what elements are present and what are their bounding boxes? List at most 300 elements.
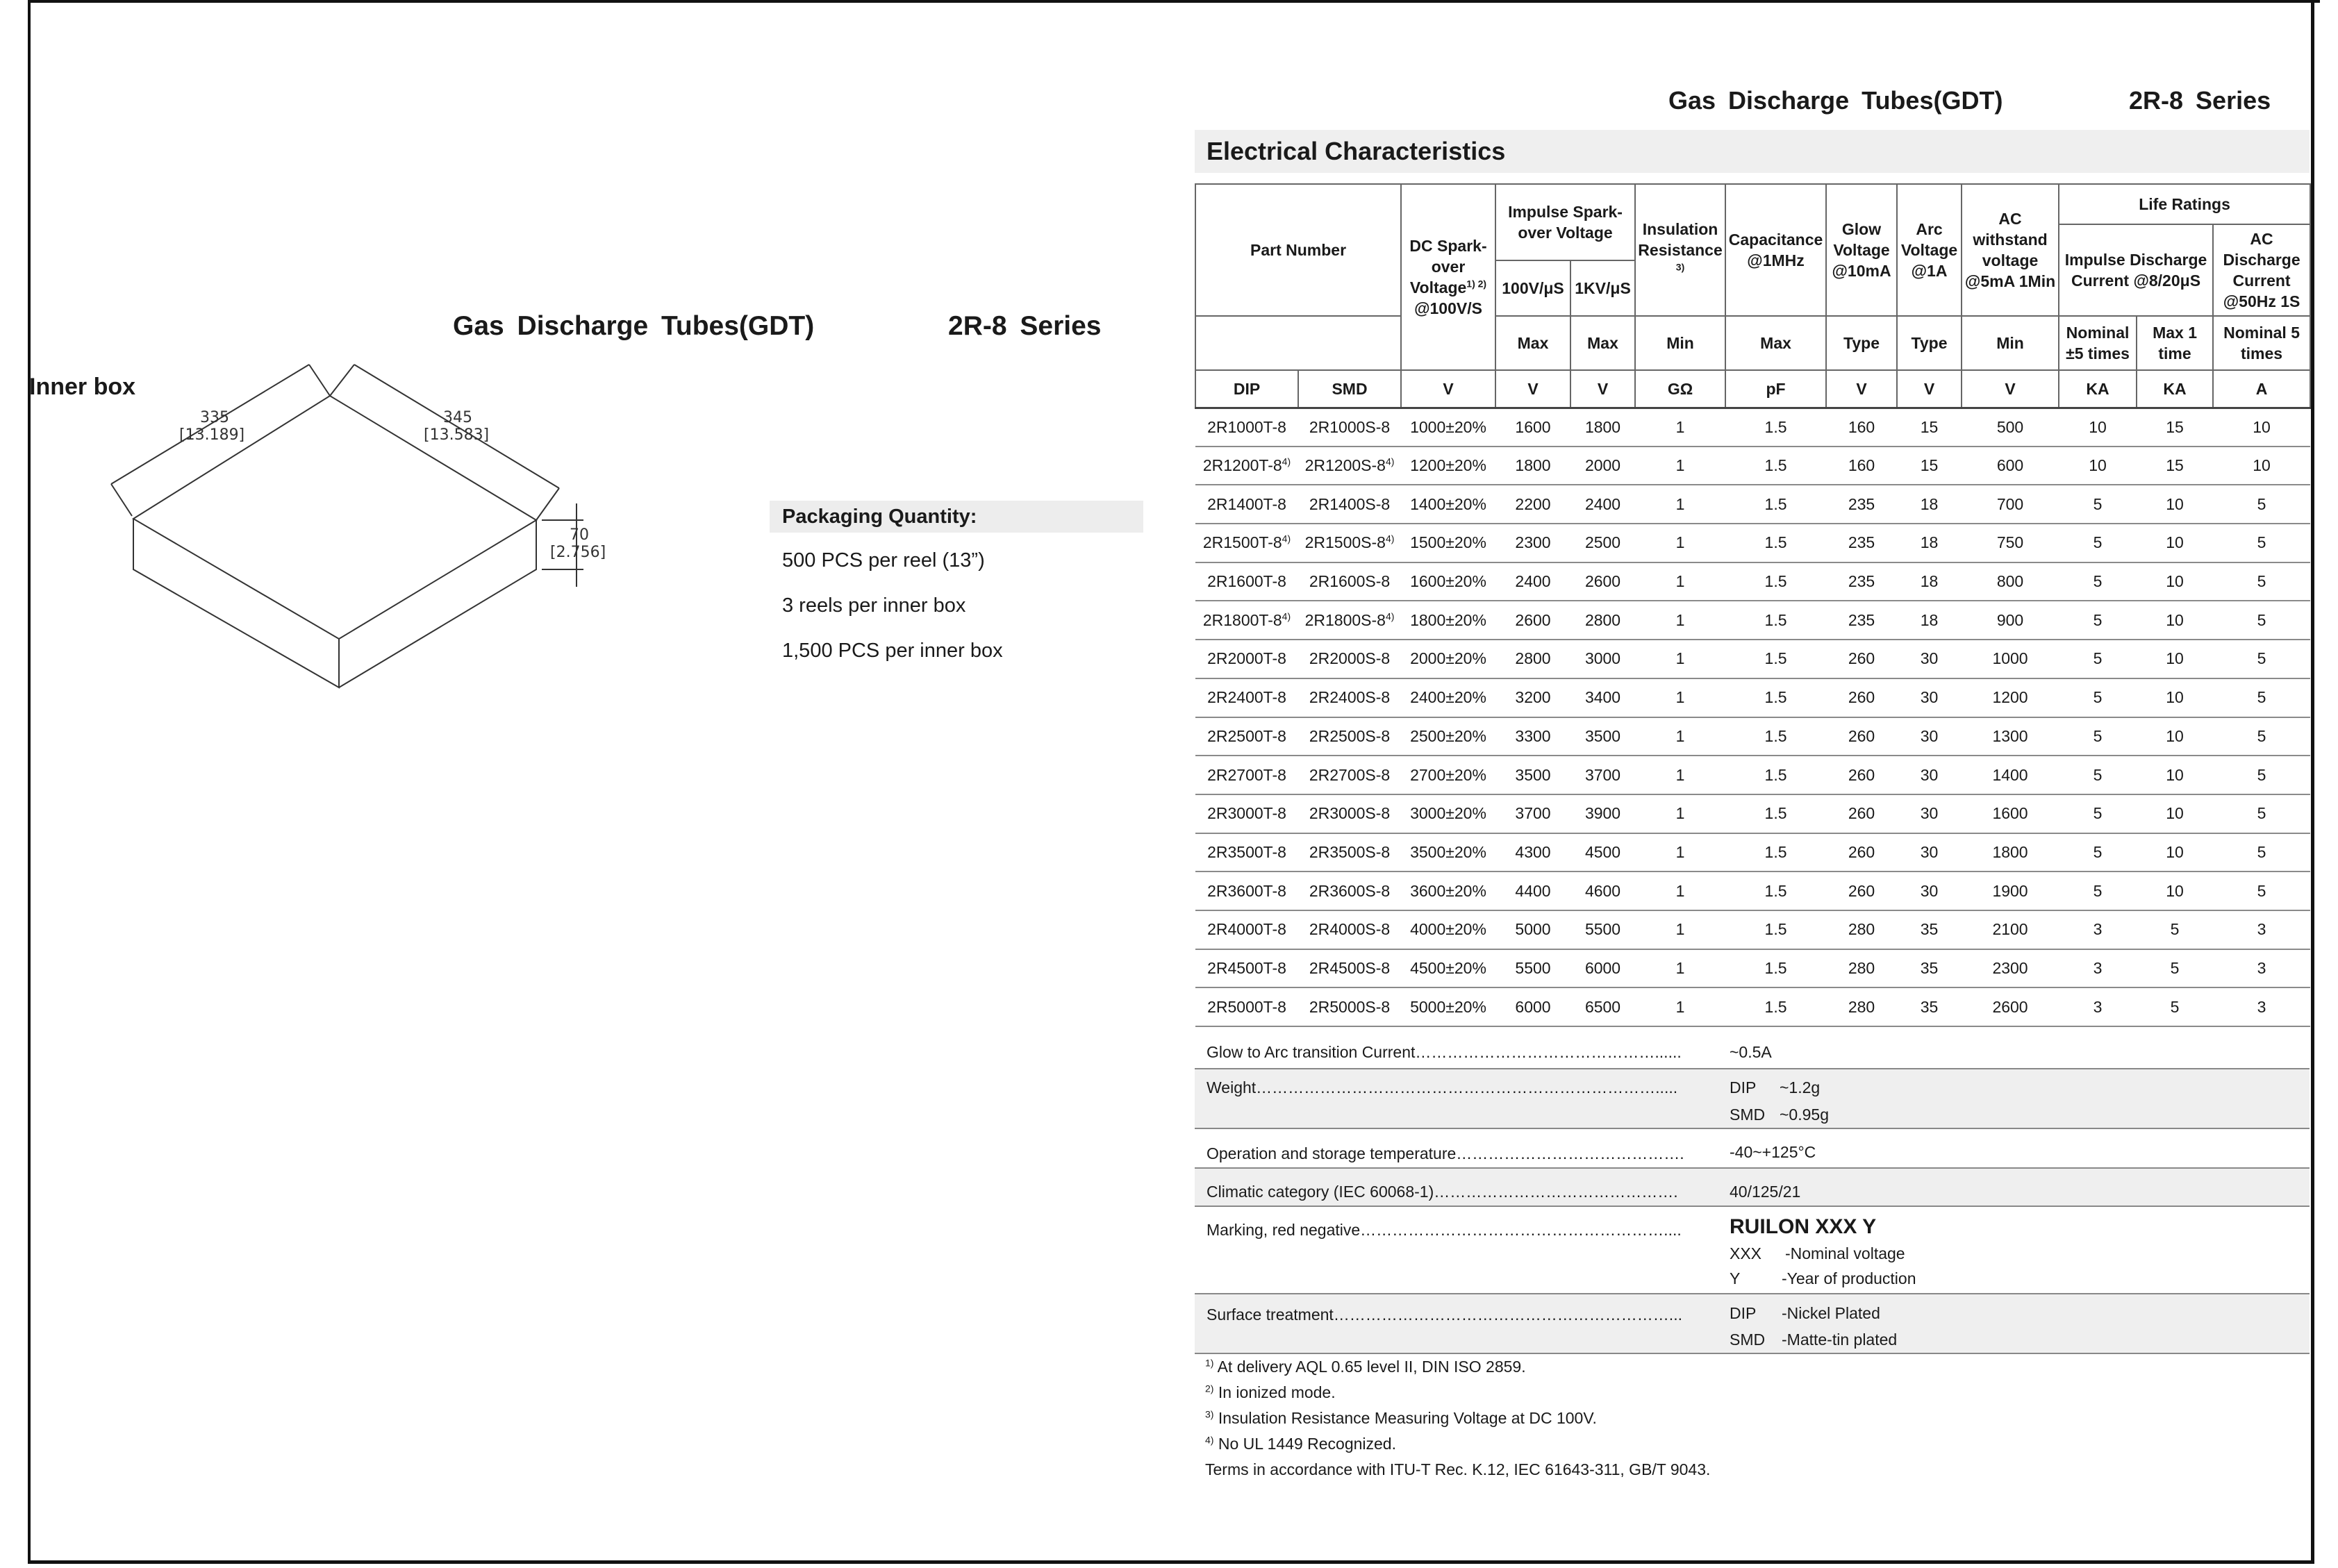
spec-temperature: [1195, 1129, 2310, 1169]
table-cell-dc: 5000±20%: [1401, 987, 1495, 1026]
table-cell-acd: 3: [2213, 987, 2310, 1026]
table-cell-glow: 235: [1826, 562, 1897, 601]
table-cell-v100: 4300: [1495, 833, 1570, 872]
table-row: [1195, 833, 2310, 872]
table-cell-v1k: 3900: [1570, 794, 1635, 833]
table-cell-n5: 3: [2059, 910, 2137, 949]
table-cell-acd: 5: [2213, 833, 2310, 872]
table-cell-ins: 1: [1635, 485, 1725, 524]
table-cell-v100: 2200: [1495, 485, 1570, 524]
table-cell-m1: 10: [2137, 485, 2213, 524]
table-row: [1195, 717, 2310, 756]
header-ac-discharge: AC Discharge Current @50Hz 1S: [2213, 224, 2310, 316]
table-cell-smd: 2R3000S-8: [1298, 794, 1401, 833]
table-cell-cap: 1.5: [1725, 640, 1826, 678]
header-nominal-5: Nominal ±5 times: [2059, 316, 2137, 370]
dim-length-inches: [13.189]: [179, 426, 245, 444]
table-cell-acd: 10: [2213, 408, 2310, 447]
table-cell-acd: 5: [2213, 678, 2310, 717]
table-cell-arc: 35: [1897, 949, 1962, 988]
table-cell-v1k: 1800: [1570, 408, 1635, 447]
table-cell-smd: 2R1200S-8$^{4)}$: [1298, 447, 1401, 485]
table-cell-dip: 2R3600T-8: [1195, 871, 1298, 910]
dim-width-inches: [13.583]: [424, 426, 490, 444]
table-cell-arc: 35: [1897, 987, 1962, 1026]
table-cell-n5: 5: [2059, 640, 2137, 678]
table-cell-acd: 5: [2213, 794, 2310, 833]
table-cell-v1k: 4600: [1570, 871, 1635, 910]
table-cell-acd: 3: [2213, 949, 2310, 988]
table-cell-cap: 1.5: [1725, 601, 1826, 640]
header-impulse-spark-over: Impulse Spark-over Voltage: [1495, 184, 1635, 260]
table-cell-n5: 5: [2059, 562, 2137, 601]
table-cell-dip: 2R1400T-8: [1195, 485, 1298, 524]
table-cell-ins: 1: [1635, 987, 1725, 1026]
header-glow-voltage: Glow Voltage @10mA: [1826, 184, 1897, 316]
table-cell-dc: 1800±20%: [1401, 601, 1495, 640]
table-cell-smd: 2R2400S-8: [1298, 678, 1401, 717]
table-cell-ins: 1: [1635, 601, 1725, 640]
table-cell-acd: 5: [2213, 601, 2310, 640]
table-cell-ac: 750: [1962, 524, 2059, 562]
table-cell-m1: 10: [2137, 717, 2213, 756]
spec-dip-label: DIP: [1730, 1078, 1757, 1096]
table-cell-cap: 1.5: [1725, 408, 1826, 447]
table-cell-dc: 1500±20%: [1401, 524, 1495, 562]
unit-cell: GΩ: [1635, 370, 1725, 408]
footnote: $^{2)}$ In ionized mode.: [1205, 1383, 1336, 1401]
table-cell-ac: 1000: [1962, 640, 2059, 678]
table-cell-m1: 10: [2137, 640, 2213, 678]
table-cell-n5: 5: [2059, 717, 2137, 756]
table-row: [1195, 562, 2310, 601]
left-page-title: Gas Discharge Tubes(GDT): [453, 311, 815, 341]
spec-value: 40/125/21: [1730, 1183, 1801, 1201]
packaging-line: 3 reels per inner box: [782, 594, 966, 617]
table-row: [1195, 910, 2310, 949]
spec-label: Weight………………………………………………………………….....: [1207, 1078, 1678, 1096]
table-cell-glow: 235: [1826, 601, 1897, 640]
table-cell-smd: 2R2000S-8: [1298, 640, 1401, 678]
marking-xxx: XXX: [1730, 1244, 1762, 1262]
table-cell-v1k: 2600: [1570, 562, 1635, 601]
qualifier-cell: Max: [1495, 316, 1570, 370]
spec-label: Glow to Arc transition Current………………………………………......: [1207, 1043, 1682, 1061]
table-cell-cap: 1.5: [1725, 524, 1826, 562]
table-row: [1195, 447, 2310, 485]
table-cell-acd: 10: [2213, 447, 2310, 485]
table-row: [1195, 756, 2310, 794]
spec-smd-label: SMD: [1730, 1106, 1766, 1124]
table-cell-smd: 2R3600S-8: [1298, 871, 1401, 910]
unit-cell: DIP: [1195, 370, 1298, 408]
table-cell-m1: 10: [2137, 562, 2213, 601]
dim-height-label: 70: [570, 526, 589, 544]
table-cell-arc: 15: [1897, 408, 1962, 447]
table-cell-ins: 1: [1635, 949, 1725, 988]
table-cell-arc: 18: [1897, 562, 1962, 601]
table-cell-v100: 2400: [1495, 562, 1570, 601]
table-cell-ac: 900: [1962, 601, 2059, 640]
header-insulation-resistance: Insulation Resistance $^{3)}$: [1635, 184, 1725, 316]
table-cell-dc: 1200±20%: [1401, 447, 1495, 485]
unit-cell: A: [2213, 370, 2310, 408]
unit-cell: V: [1897, 370, 1962, 408]
table-cell-arc: 30: [1897, 640, 1962, 678]
table-cell-v100: 1800: [1495, 447, 1570, 485]
spec-dip-value: ~1.2g: [1780, 1078, 1821, 1096]
table-cell-dc: 1600±20%: [1401, 562, 1495, 601]
table-cell-acd: 5: [2213, 640, 2310, 678]
table-cell-n5: 5: [2059, 833, 2137, 872]
table-cell-ins: 1: [1635, 447, 1725, 485]
table-cell-v100: 4400: [1495, 871, 1570, 910]
table-cell-ac: 600: [1962, 447, 2059, 485]
table-cell-ins: 1: [1635, 871, 1725, 910]
header-impulse-discharge: Impulse Discharge Current @8/20μS: [2059, 224, 2213, 316]
table-cell-ac: 1800: [1962, 833, 2059, 872]
table-cell-cap: 1.5: [1725, 910, 1826, 949]
spec-surface: [1195, 1294, 2310, 1354]
table-cell-glow: 260: [1826, 756, 1897, 794]
table-cell-glow: 260: [1826, 717, 1897, 756]
unit-cell: KA: [2137, 370, 2213, 408]
table-cell-smd: 2R2700S-8: [1298, 756, 1401, 794]
unit-cell: SMD: [1298, 370, 1401, 408]
table-cell-m1: 5: [2137, 987, 2213, 1026]
table-cell-arc: 18: [1897, 601, 1962, 640]
table-cell-dip: 2R2400T-8: [1195, 678, 1298, 717]
table-cell-v1k: 3500: [1570, 717, 1635, 756]
spec-value: -40~+125°C: [1730, 1143, 1816, 1161]
table-cell-m1: 10: [2137, 794, 2213, 833]
table-cell-dc: 3000±20%: [1401, 794, 1495, 833]
table-cell-n5: 5: [2059, 678, 2137, 717]
table-cell-cap: 1.5: [1725, 678, 1826, 717]
table-cell-acd: 5: [2213, 485, 2310, 524]
table-cell-v1k: 3400: [1570, 678, 1635, 717]
spec-dip-label: DIP: [1730, 1304, 1757, 1322]
table-cell-cap: 1.5: [1725, 794, 1826, 833]
table-cell-ins: 1: [1635, 833, 1725, 872]
table-cell-cap: 1.5: [1725, 485, 1826, 524]
table-cell-m1: 5: [2137, 910, 2213, 949]
table-cell-glow: 260: [1826, 640, 1897, 678]
table-cell-ac: 1600: [1962, 794, 2059, 833]
header-imp-1kv: 1KV/μS: [1570, 260, 1635, 316]
table-cell-ac: 1300: [1962, 717, 2059, 756]
spec-smd-value: ~0.95g: [1780, 1106, 1829, 1124]
table-cell-m1: 10: [2137, 871, 2213, 910]
table-cell-glow: 160: [1826, 408, 1897, 447]
dim-length-label: 335: [200, 409, 229, 426]
footnote: Terms in accordance with ITU-T Rec. K.12, IEC 61643-311, GB/T 9043.: [1205, 1460, 1711, 1478]
header-max-1: Max 1 time: [2137, 316, 2213, 370]
table-cell-cap: 1.5: [1725, 756, 1826, 794]
table-cell-cap: 1.5: [1725, 987, 1826, 1026]
table-cell-n5: 10: [2059, 447, 2137, 485]
spec-label: Operation and storage temperature…………………………………….: [1207, 1144, 1684, 1162]
table-cell-dip: 2R5000T-8: [1195, 987, 1298, 1026]
header-nominal-5b: Nominal 5 times: [2213, 316, 2310, 370]
table-cell-v100: 3300: [1495, 717, 1570, 756]
table-cell-acd: 3: [2213, 910, 2310, 949]
table-body: [1195, 408, 2310, 1026]
unit-cell: V: [1570, 370, 1635, 408]
table-cell-dc: 4500±20%: [1401, 949, 1495, 988]
spec-smd-label: SMD: [1730, 1331, 1766, 1349]
table-cell-v1k: 2800: [1570, 601, 1635, 640]
table-cell-v1k: 3000: [1570, 640, 1635, 678]
table-cell-v1k: 3700: [1570, 756, 1635, 794]
table-cell-arc: 30: [1897, 756, 1962, 794]
table-cell-cap: 1.5: [1725, 717, 1826, 756]
table-cell-smd: 2R4000S-8: [1298, 910, 1401, 949]
table-cell-ins: 1: [1635, 794, 1725, 833]
table-cell-acd: 5: [2213, 756, 2310, 794]
table-cell-dip: 2R2700T-8: [1195, 756, 1298, 794]
table-cell-v100: 5500: [1495, 949, 1570, 988]
marking-title: RUILON XXX Y: [1730, 1215, 1877, 1238]
table-cell-arc: 35: [1897, 910, 1962, 949]
section-heading: Electrical Characteristics: [1195, 130, 2310, 173]
unit-cell: V: [1401, 370, 1495, 408]
table-cell-cap: 1.5: [1725, 871, 1826, 910]
table-cell-ac: 700: [1962, 485, 2059, 524]
table-cell-v100: 1600: [1495, 408, 1570, 447]
table-cell-cap: 1.5: [1725, 447, 1826, 485]
spec-weight: [1195, 1069, 2310, 1129]
table-cell-smd: 2R4500S-8: [1298, 949, 1401, 988]
table-row: [1195, 794, 2310, 833]
table-cell-cap: 1.5: [1725, 562, 1826, 601]
table-cell-v1k: 4500: [1570, 833, 1635, 872]
table-cell-glow: 260: [1826, 871, 1897, 910]
table-cell-arc: 18: [1897, 524, 1962, 562]
table-cell-ins: 1: [1635, 910, 1725, 949]
table-cell-smd: 2R5000S-8: [1298, 987, 1401, 1026]
right-page-title: Gas Discharge Tubes(GDT): [1668, 86, 2003, 115]
table-cell-dc: 2000±20%: [1401, 640, 1495, 678]
table-cell-glow: 260: [1826, 678, 1897, 717]
table-cell-glow: 280: [1826, 949, 1897, 988]
table-cell-ac: 500: [1962, 408, 2059, 447]
table-cell-ac: 1900: [1962, 871, 2059, 910]
table-cell-dip: 2R3000T-8: [1195, 794, 1298, 833]
table-cell-acd: 5: [2213, 524, 2310, 562]
table-row: [1195, 485, 2310, 524]
table-row: [1195, 601, 2310, 640]
table-row: [1195, 678, 2310, 717]
table-cell-dc: 3600±20%: [1401, 871, 1495, 910]
table-cell-v1k: 2500: [1570, 524, 1635, 562]
table-cell-acd: 5: [2213, 871, 2310, 910]
table-cell-n5: 3: [2059, 949, 2137, 988]
table-cell-m1: 10: [2137, 601, 2213, 640]
table-cell-dip: 2R2000T-8: [1195, 640, 1298, 678]
table-cell-arc: 30: [1897, 833, 1962, 872]
header-part-number-blank: [1195, 316, 1401, 370]
table-cell-m1: 10: [2137, 833, 2213, 872]
table-cell-arc: 30: [1897, 871, 1962, 910]
table-row: [1195, 640, 2310, 678]
electrical-characteristics-table: [1195, 183, 2311, 1027]
table-cell-smd: 2R1000S-8: [1298, 408, 1401, 447]
table-cell-smd: 2R1500S-8$^{4)}$: [1298, 524, 1401, 562]
inner-box-label: Inner box: [29, 374, 136, 400]
spec-climatic: [1195, 1169, 2310, 1207]
table-cell-m1: 10: [2137, 678, 2213, 717]
table-cell-v100: 2300: [1495, 524, 1570, 562]
table-cell-dip: 2R1600T-8: [1195, 562, 1298, 601]
table-cell-dc: 1400±20%: [1401, 485, 1495, 524]
spec-smd-value: -Matte-tin plated: [1782, 1331, 1898, 1349]
marking-y: Y: [1730, 1269, 1741, 1287]
table-cell-dip: 2R1500T-8$^{4)}$: [1195, 524, 1298, 562]
table-cell-n5: 5: [2059, 485, 2137, 524]
marking-xxx-desc: -Nominal voltage: [1785, 1244, 1905, 1262]
qualifier-cell: Max: [1725, 316, 1826, 370]
table-cell-smd: 2R1400S-8: [1298, 485, 1401, 524]
table-cell-glow: 235: [1826, 485, 1897, 524]
header-life-ratings: Life Ratings: [2059, 184, 2310, 224]
table-cell-v1k: 5500: [1570, 910, 1635, 949]
packaging-line: 500 PCS per reel (13”): [782, 549, 985, 572]
table-cell-ac: 1200: [1962, 678, 2059, 717]
header-dc-spark-over: DC Spark-over Voltage$^{1) 2)}$ @100V/S: [1401, 184, 1495, 370]
unit-cell: pF: [1725, 370, 1826, 408]
table-cell-glow: 280: [1826, 910, 1897, 949]
table-cell-n5: 3: [2059, 987, 2137, 1026]
unit-cell: V: [1495, 370, 1570, 408]
table-cell-ins: 1: [1635, 562, 1725, 601]
spec-value: ~0.5A: [1730, 1043, 1772, 1061]
table-cell-ins: 1: [1635, 408, 1725, 447]
table-cell-smd: 2R1800S-8$^{4)}$: [1298, 601, 1401, 640]
table-cell-glow: 160: [1826, 447, 1897, 485]
table-cell-arc: 18: [1897, 485, 1962, 524]
table-cell-n5: 5: [2059, 601, 2137, 640]
table-cell-n5: 5: [2059, 794, 2137, 833]
qualifier-cell: Type: [1897, 316, 1962, 370]
table-cell-n5: 5: [2059, 756, 2137, 794]
dim-height-inches: [2.756]: [550, 544, 606, 561]
table-cell-dip: 2R1200T-8$^{4)}$: [1195, 447, 1298, 485]
qualifier-cell: Min: [1962, 316, 2059, 370]
table-cell-ins: 1: [1635, 717, 1725, 756]
table-cell-v1k: 6500: [1570, 987, 1635, 1026]
header-part-number: Part Number: [1195, 184, 1401, 316]
table-cell-glow: 235: [1826, 524, 1897, 562]
table-cell-arc: 15: [1897, 447, 1962, 485]
table-cell-dip: 2R2500T-8: [1195, 717, 1298, 756]
table-row: [1195, 871, 2310, 910]
table-cell-ins: 1: [1635, 524, 1725, 562]
table-cell-arc: 30: [1897, 678, 1962, 717]
footnote: $^{1)}$ At delivery AQL 0.65 level II, DIN ISO 2859.: [1205, 1357, 1526, 1376]
table-cell-ac: 800: [1962, 562, 2059, 601]
table-cell-dc: 2500±20%: [1401, 717, 1495, 756]
table-cell-dip: 2R1800T-8$^{4)}$: [1195, 601, 1298, 640]
table-cell-acd: 5: [2213, 717, 2310, 756]
packaging-line: 1,500 PCS per inner box: [782, 640, 1003, 662]
table-cell-smd: 2R1600S-8: [1298, 562, 1401, 601]
table-row: [1195, 408, 2310, 447]
header-imp-100v: 100V/μS: [1495, 260, 1570, 316]
table-cell-dc: 4000±20%: [1401, 910, 1495, 949]
header-ac-withstand: AC withstand voltage @5mA 1Min: [1962, 184, 2059, 316]
table-cell-v100: 2600: [1495, 601, 1570, 640]
table-cell-dip: 2R1000T-8: [1195, 408, 1298, 447]
table-row: [1195, 949, 2310, 988]
unit-cell: V: [1826, 370, 1897, 408]
left-page-series: 2R-8 Series: [948, 311, 1102, 341]
table-cell-v100: 3200: [1495, 678, 1570, 717]
header-arc-voltage: Arc Voltage @1A: [1897, 184, 1962, 316]
dim-width-label: 345: [443, 409, 472, 426]
unit-cell: KA: [2059, 370, 2137, 408]
table-cell-glow: 280: [1826, 987, 1897, 1026]
table-cell-m1: 15: [2137, 408, 2213, 447]
table-cell-ac: 1400: [1962, 756, 2059, 794]
table-cell-v100: 3700: [1495, 794, 1570, 833]
table-cell-dip: 2R4000T-8: [1195, 910, 1298, 949]
spec-glow-arc: [1195, 1033, 2310, 1069]
qualifier-cell: Min: [1635, 316, 1725, 370]
table-cell-n5: 5: [2059, 871, 2137, 910]
table-cell-n5: 5: [2059, 524, 2137, 562]
spec-dip-value: -Nickel Plated: [1782, 1304, 1880, 1322]
table-cell-ac: 2100: [1962, 910, 2059, 949]
table-cell-v1k: 6000: [1570, 949, 1635, 988]
table-cell-dc: 1000±20%: [1401, 408, 1495, 447]
table-cell-v100: 5000: [1495, 910, 1570, 949]
table-cell-ins: 1: [1635, 756, 1725, 794]
table-cell-v1k: 2400: [1570, 485, 1635, 524]
table-cell-ins: 1: [1635, 678, 1725, 717]
right-page-series: 2R-8 Series: [2129, 86, 2271, 115]
table-cell-dip: 2R3500T-8: [1195, 833, 1298, 872]
table-cell-ins: 1: [1635, 640, 1725, 678]
table-cell-cap: 1.5: [1725, 833, 1826, 872]
table-cell-dc: 2400±20%: [1401, 678, 1495, 717]
table-cell-smd: 2R2500S-8: [1298, 717, 1401, 756]
table-cell-m1: 10: [2137, 756, 2213, 794]
table-cell-glow: 260: [1826, 794, 1897, 833]
marking-y-desc: -Year of production: [1782, 1269, 1916, 1287]
spec-label: Climatic category (IEC 60068-1)……………………………………….: [1207, 1183, 1678, 1201]
table-cell-v1k: 2000: [1570, 447, 1635, 485]
table-row: [1195, 987, 2310, 1026]
inner-box-drawing: [97, 358, 625, 691]
unit-cell: V: [1962, 370, 2059, 408]
header-capacitance: Capacitance @1MHz: [1725, 184, 1826, 316]
spec-label: Marking, red negative…………………………………………………....: [1207, 1221, 1682, 1239]
spec-marking: [1195, 1207, 2310, 1294]
table-cell-m1: 10: [2137, 524, 2213, 562]
table-cell-v100: 3500: [1495, 756, 1570, 794]
qualifier-cell: Max: [1570, 316, 1635, 370]
table-cell-cap: 1.5: [1725, 949, 1826, 988]
table-cell-smd: 2R3500S-8: [1298, 833, 1401, 872]
table-cell-ac: 2600: [1962, 987, 2059, 1026]
table-cell-dc: 3500±20%: [1401, 833, 1495, 872]
table-cell-v100: 2800: [1495, 640, 1570, 678]
footnote: $^{4)}$ No UL 1449 Recognized.: [1205, 1434, 1396, 1453]
table-row: [1195, 524, 2310, 562]
table-cell-m1: 15: [2137, 447, 2213, 485]
table-cell-glow: 260: [1826, 833, 1897, 872]
